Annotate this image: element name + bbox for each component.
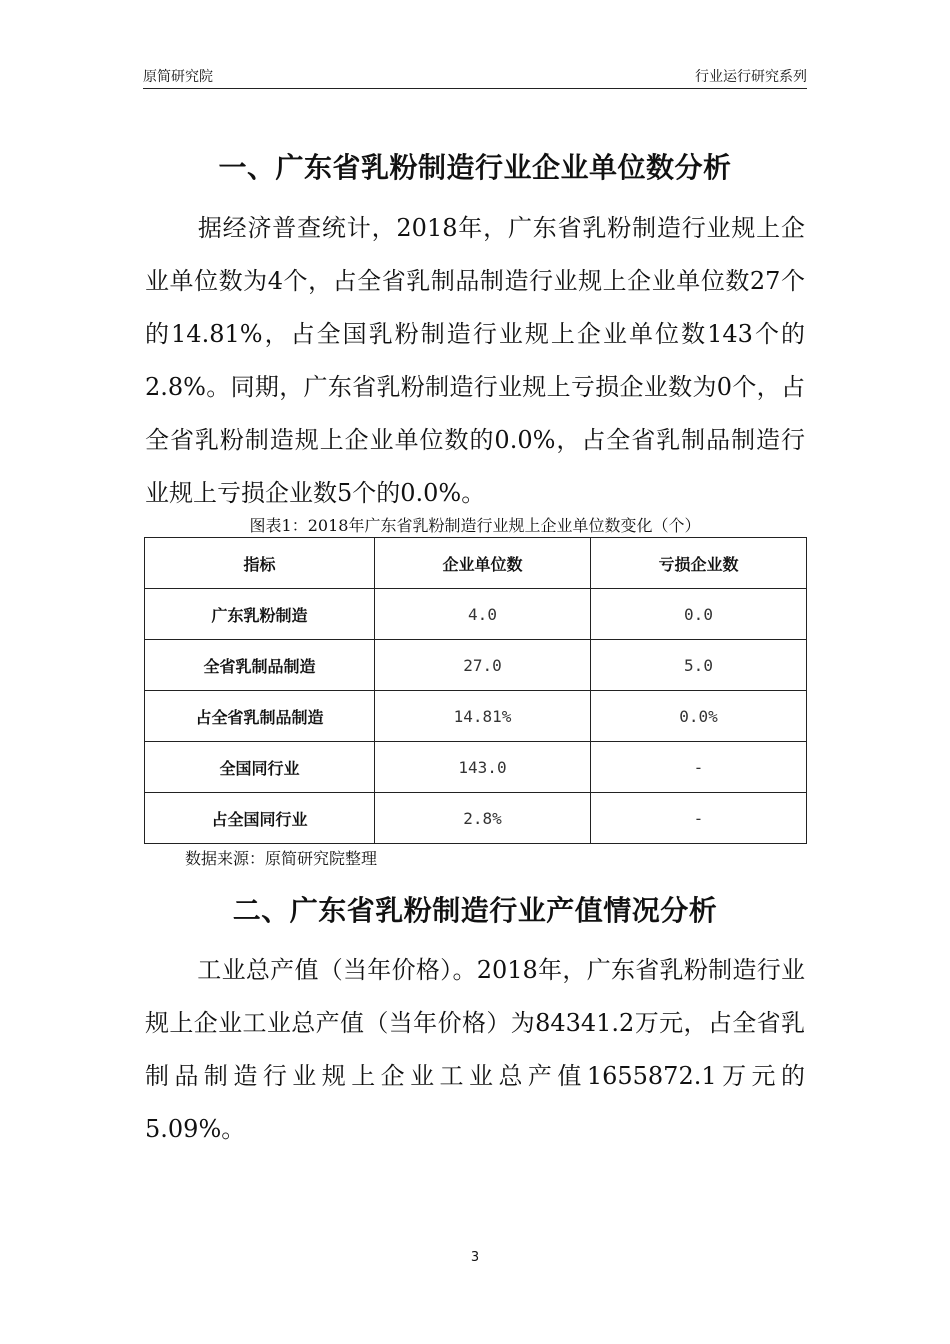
row-label: 全国同行业 — [145, 742, 375, 793]
section1-paragraph-text: 据经济普查统计，2018年，广东省乳粉制造行业规上企业单位数为4个，占全省乳制品制造行业规上企业单位数27个的14.81%，占全国乳粉制造行业规上企业单位数143个的2.8%。同期，广东省乳粉制造行业规上亏损企业数为0个，占全省乳粉制造规上企业单位数的0.0%，占全省乳制品制造行业规上亏损企业数5个的0.0%。 — [145, 214, 805, 507]
row-label: 全省乳制品制造 — [145, 640, 375, 691]
cell-enterprise-count: 2.8% — [375, 793, 591, 844]
cell-enterprise-count: 143.0 — [375, 742, 591, 793]
header-org-name: 原简研究院 — [143, 69, 213, 85]
table-row — [145, 742, 807, 793]
cell-loss-count: 0.0 — [591, 589, 807, 640]
section1-title: 一、广东省乳粉制造行业企业单位数分析 — [218, 151, 732, 184]
table-row — [145, 793, 807, 844]
header-series-name: 行业运行研究系列 — [695, 69, 807, 85]
table-source-note: 数据来源：原简研究院整理 — [185, 849, 378, 868]
table-row — [145, 640, 807, 691]
enterprise-count-table — [144, 537, 807, 844]
cell-loss-count: - — [591, 742, 807, 793]
page-header — [143, 62, 807, 89]
table-caption: 图表1：2018年广东省乳粉制造行业规上企业单位数变化（个） — [249, 516, 701, 535]
cell-loss-count: - — [591, 793, 807, 844]
table-row — [145, 589, 807, 640]
table-header-cell: 亏损企业数 — [591, 538, 807, 589]
cell-loss-count: 0.0% — [591, 691, 807, 742]
table-row — [145, 691, 807, 742]
cell-enterprise-count: 4.0 — [375, 589, 591, 640]
table-header-cell: 指标 — [145, 538, 375, 589]
cell-enterprise-count: 27.0 — [375, 640, 591, 691]
row-label: 占全省乳制品制造 — [145, 691, 375, 742]
cell-loss-count: 5.0 — [591, 640, 807, 691]
section2-title: 二、广东省乳粉制造行业产值情况分析 — [232, 894, 718, 927]
page-number: 3 — [470, 1250, 480, 1265]
table-header-cell: 企业单位数 — [375, 538, 591, 589]
section2-paragraph — [145, 944, 805, 1156]
cell-enterprise-count: 14.81% — [375, 691, 591, 742]
row-label: 占全国同行业 — [145, 793, 375, 844]
table-header-row — [145, 538, 807, 589]
section1-paragraph — [145, 202, 805, 520]
row-label: 广东乳粉制造 — [145, 589, 375, 640]
section2-paragraph-text: 工业总产值（当年价格）。2018年，广东省乳粉制造行业规上企业工业总产值（当年价格）为84341.2万元，占全省乳制品制造行业规上企业工业总产值1655872.1万元的5.09%。 — [145, 956, 805, 1143]
